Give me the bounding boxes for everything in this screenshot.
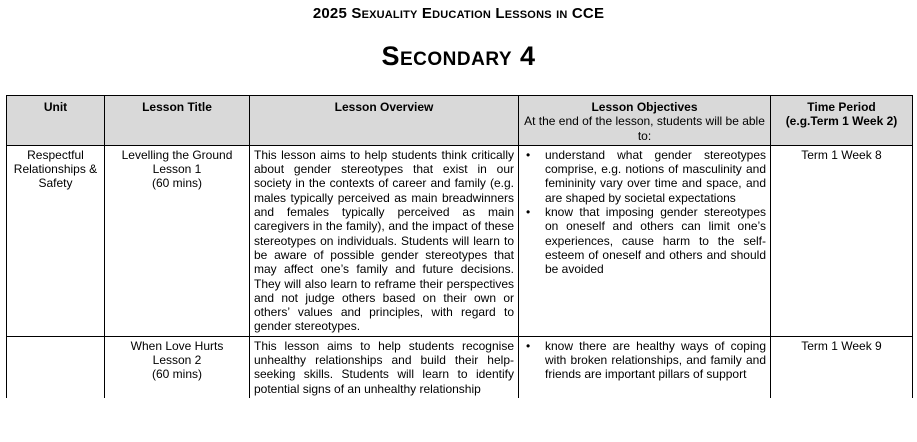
objective-item: • know there are healthy ways of coping with broken relationships, and family and friends are important pillars of support xyxy=(545,339,766,382)
header-lesson-overview: Lesson Overview xyxy=(250,96,519,146)
lesson-title-cell xyxy=(105,336,250,398)
header-time-period-label: Time Period xyxy=(807,100,876,114)
header-lesson-objectives xyxy=(519,96,771,146)
lessons-table xyxy=(6,95,913,398)
header-lesson-objectives-sub: At the end of the lesson, students will be able to: xyxy=(524,114,765,143)
lesson-objectives-cell xyxy=(519,336,771,398)
lesson-duration: (60 mins) xyxy=(151,176,202,191)
lesson-overview-cell: This lesson aims to help students think critically about gender stereotypes that exist in our society in the contexts of career and family (e.g. males typically perceived as main breadwinners and females typically perceived as main caregivers in the family), and the impact of these stereotypes on individuals. Students will learn to be aware of possible gender stereotypes that may affect one’s family and future decisions. They will also learn to reframe their perspectives and not judge others based on their own or others’ values and principles, with regard to gender stereotypes. xyxy=(250,145,519,336)
table-row xyxy=(7,336,913,398)
lesson-title: When Love Hurts xyxy=(130,338,224,353)
table-row xyxy=(7,145,913,336)
objectives-list xyxy=(523,148,766,277)
unit-cell xyxy=(7,336,105,398)
lesson-title-cell xyxy=(105,145,250,336)
objective-item: • understand what gender stereotypes comprise, e.g. notions of masculinity and femininity vary over time and space, and are shaped by societal expectations xyxy=(545,148,766,205)
document-subtitle: Secondary 4 xyxy=(381,41,536,71)
lesson-overview-cell: This lesson aims to help students recognise unhealthy relationships and build their help-seeking skills. Students will learn to identify potential signs of an unhealthy relationship xyxy=(250,336,519,398)
header-lesson-title: Lesson Title xyxy=(105,96,250,146)
objective-item: • know that imposing gender stereotypes on oneself and others can limit one’s experiences, cause harm to the self-esteem of oneself and others and should be avoided xyxy=(545,205,766,276)
unit-cell: Respectful Relationships & Safety xyxy=(7,145,105,336)
document-title: 2025 Sexuality Education Lessons in CCE xyxy=(312,5,605,22)
lesson-duration: (60 mins) xyxy=(151,367,202,382)
table-header-row xyxy=(7,96,913,146)
time-period-cell: Term 1 Week 8 xyxy=(771,145,913,336)
objectives-list xyxy=(523,339,766,382)
header-time-period xyxy=(771,96,913,146)
lesson-objectives-cell xyxy=(519,145,771,336)
lesson-title: Levelling the Ground xyxy=(121,147,233,162)
lesson-number: Lesson 2 xyxy=(152,353,202,368)
lesson-number: Lesson 1 xyxy=(152,162,202,177)
time-period-cell: Term 1 Week 9 xyxy=(771,336,913,398)
header-unit: Unit xyxy=(7,96,105,146)
header-time-period-sub: (e.g.Term 1 Week 2) xyxy=(785,114,898,129)
header-lesson-objectives-label: Lesson Objectives xyxy=(591,100,698,114)
